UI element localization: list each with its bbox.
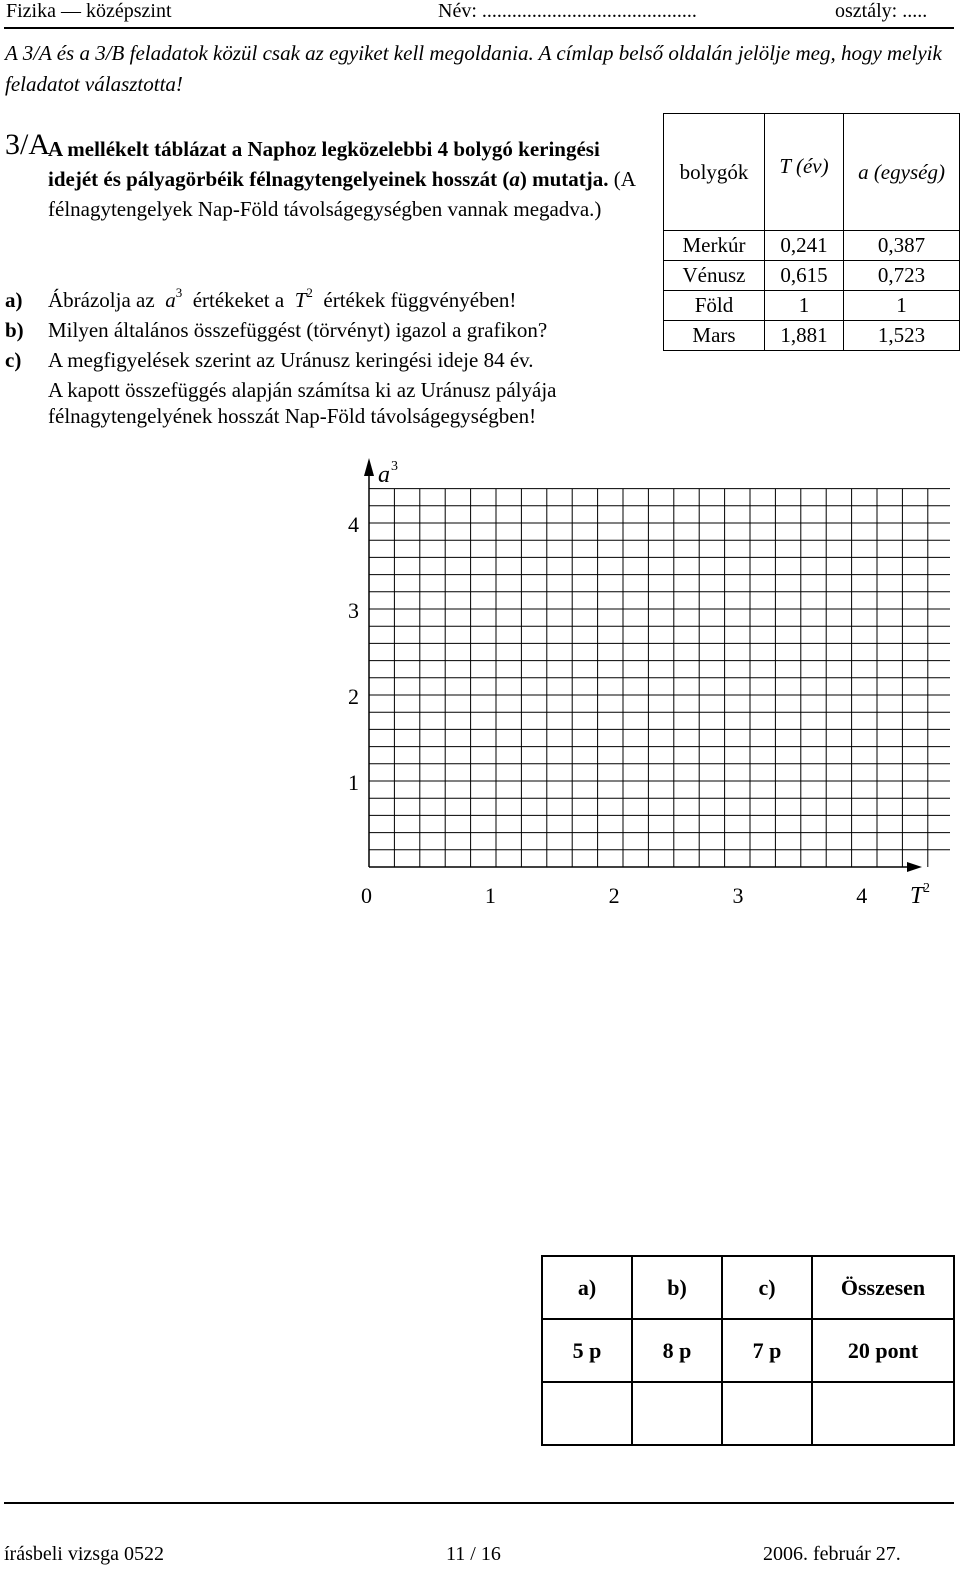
- table-cell: 1: [844, 291, 960, 321]
- planet-data-table: [663, 113, 960, 351]
- score-table: [541, 1255, 955, 1446]
- y-tick-label: 2: [348, 684, 359, 709]
- score-input-cell[interactable]: [722, 1382, 812, 1445]
- question-a-text-3: értékek függvényében!: [323, 288, 517, 312]
- question-a-exp2: 2: [306, 285, 313, 300]
- table-header-cell: T (év): [765, 114, 844, 231]
- question-b-label: b): [5, 318, 24, 342]
- name-field: Név: ...........................................: [438, 0, 697, 22]
- table-header-cell: bolygók: [664, 114, 765, 231]
- x-tick-label: 4: [856, 883, 868, 908]
- score-points-cell: 8 p: [632, 1319, 722, 1382]
- table-cell: 1: [765, 291, 844, 321]
- class-field: osztály: .....: [835, 0, 928, 22]
- x-axis-label: T: [910, 883, 924, 909]
- subject-title: Fizika — középszint: [6, 0, 172, 22]
- task-bold-2: ) mutatja.: [519, 167, 609, 191]
- score-input-cell[interactable]: [632, 1382, 722, 1445]
- question-a: [5, 285, 655, 318]
- score-header-cell: c): [722, 1256, 812, 1319]
- table-cell: 0,387: [844, 231, 960, 261]
- y-tick-label: 4: [348, 512, 359, 537]
- question-c-label: c): [5, 348, 22, 372]
- x-axis-label-exp: 2: [923, 881, 930, 896]
- y-axis-label-exp: 3: [391, 459, 398, 474]
- table-cell: Vénusz: [664, 261, 765, 291]
- score-input-cell[interactable]: [812, 1382, 954, 1445]
- score-points-cell: 20 pont: [812, 1319, 954, 1382]
- question-a-label: a): [5, 288, 23, 312]
- task-number: 3/A: [5, 128, 50, 161]
- footer-date: 2006. február 27.: [763, 1543, 901, 1565]
- question-a-text-1: Ábrázolja az: [48, 288, 155, 312]
- table-cell: 0,241: [765, 231, 844, 261]
- question-c-line-2: A kapott összefüggés alapján számítsa ki az Uránusz pályája: [48, 378, 557, 402]
- intro-instruction: A 3/A és a 3/B feladatok közül csak az egyiket kell megoldania. A címlap belső oldalán jelölje meg, hogy melyik feladatot választotta!: [5, 41, 942, 96]
- question-c-text-1: A megfigyelések szerint az Uránusz keringési ideje 84 év.: [48, 348, 534, 372]
- table-row: [664, 291, 960, 321]
- question-a-exp: 3: [175, 285, 183, 300]
- score-input-cell[interactable]: [542, 1382, 632, 1445]
- score-header-row: [542, 1256, 954, 1319]
- x-axis-arrow: [907, 862, 922, 872]
- score-header-cell: Összesen: [812, 1256, 954, 1319]
- task-bold-1: A mellékelt táblázat a Naphoz legközelebbi 4 bolygó keringési idejét és pályagörbéik félnagytengelyeinek hosszát (: [48, 137, 600, 191]
- x-tick-label: 2: [608, 883, 620, 908]
- x-tick-label: 1: [484, 883, 496, 908]
- y-axis-label: a: [378, 462, 390, 488]
- table-row: [664, 321, 960, 351]
- y-axis-arrow: [364, 458, 374, 476]
- axes: [364, 458, 922, 872]
- score-points-row: [542, 1319, 954, 1382]
- grid-lines: [369, 489, 950, 867]
- score-header-cell: b): [632, 1256, 722, 1319]
- task-normal: (A félnagytengelyek Nap-Föld távolságegységben vannak megadva.): [48, 167, 635, 221]
- question-b-text: Milyen általános összefüggést (törvényt) igazol a grafikon?: [48, 318, 548, 342]
- footer-exam-code: írásbeli vizsga 0522: [4, 1543, 164, 1565]
- score-header-cell: a): [542, 1256, 632, 1319]
- y-tick-label: 1: [348, 770, 359, 795]
- x-tick-label: 3: [732, 883, 744, 908]
- table-cell: 1,523: [844, 321, 960, 351]
- task-description: [48, 134, 638, 224]
- question-b: [5, 315, 655, 345]
- task-bold-a: a: [509, 167, 520, 191]
- x-tick-label: 0: [361, 883, 372, 908]
- score-blank-row: [542, 1382, 954, 1445]
- table-cell: Mars: [664, 321, 765, 351]
- footer-divider: [4, 1502, 954, 1504]
- question-c-line-3: félnagytengelyének hosszát Nap-Föld távolságegységben!: [48, 404, 537, 428]
- question-a-var: a: [165, 288, 176, 312]
- score-points-cell: 5 p: [542, 1319, 632, 1382]
- question-c: [5, 345, 665, 375]
- graph-grid-chart: [330, 450, 950, 920]
- table-header-row: [664, 114, 960, 231]
- header-divider: [4, 27, 954, 29]
- table-cell: 1,881: [765, 321, 844, 351]
- table-row: [664, 261, 960, 291]
- question-a-text-2: értékeket a: [192, 288, 285, 312]
- table-row: [664, 231, 960, 261]
- table-cell: Merkúr: [664, 231, 765, 261]
- score-points-cell: 7 p: [722, 1319, 812, 1382]
- footer-page-number: 11 / 16: [446, 1543, 501, 1565]
- question-a-var2: T: [294, 288, 307, 312]
- table-cell: 0,615: [765, 261, 844, 291]
- table-cell: 0,723: [844, 261, 960, 291]
- table-header-cell: a (egység): [844, 114, 960, 231]
- y-tick-label: 3: [348, 598, 359, 623]
- table-cell: Föld: [664, 291, 765, 321]
- tick-labels: [348, 512, 867, 908]
